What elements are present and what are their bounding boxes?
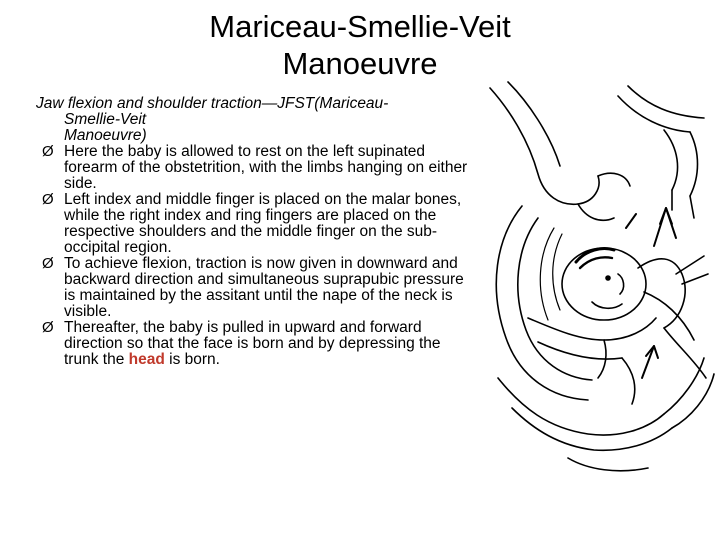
arrow-bullet-icon: Ø — [42, 143, 54, 160]
intro-lead: Jaw flexion and shoulder traction—JFST(Mariceau- — [36, 95, 389, 112]
bullet-text-after: is born. — [164, 351, 220, 368]
intro-continuation-1: Smellie-Veit — [64, 111, 147, 128]
bullet-item — [36, 192, 468, 256]
title-line-1: Mariceau-Smellie-Veit — [209, 9, 511, 44]
bullet-item — [36, 256, 468, 320]
bullet-text-before: Thereafter, the baby is pulled in upward and forward direction so that the face is born and by depressing the trunk the — [64, 319, 441, 368]
arrow-bullet-icon: Ø — [42, 255, 54, 272]
body-text — [36, 96, 468, 368]
bullet-item — [36, 320, 468, 368]
bullet-text: Here the baby is allowed to rest on the left supinated forearm of the obstetrition, with the limbs hanging on either side. — [64, 143, 468, 192]
bullet-item — [36, 144, 468, 192]
title-line-2: Manoeuvre — [282, 46, 438, 81]
bullet-list — [36, 144, 468, 368]
bullet-text: Left index and middle finger is placed on the malar bones, while the right index and ring fingers are placed on the respective shoulders and the middle finger on the sub-occipital region. — [64, 191, 462, 256]
arrow-bullet-icon: Ø — [42, 319, 54, 336]
intro-paragraph — [36, 96, 468, 144]
intro-continuation-2: Manoeuvre) — [64, 127, 147, 144]
slide-title — [150, 8, 570, 82]
arrow-bullet-icon: Ø — [42, 191, 54, 208]
highlighted-word: head — [128, 351, 165, 368]
delivery-manoeuvre-illustration — [468, 78, 716, 478]
bullet-text: To achieve flexion, traction is now given in downward and backward direction and simultaneous suprapubic pressure is maintained by the assitant until the nape of the neck is visible. — [64, 255, 464, 320]
